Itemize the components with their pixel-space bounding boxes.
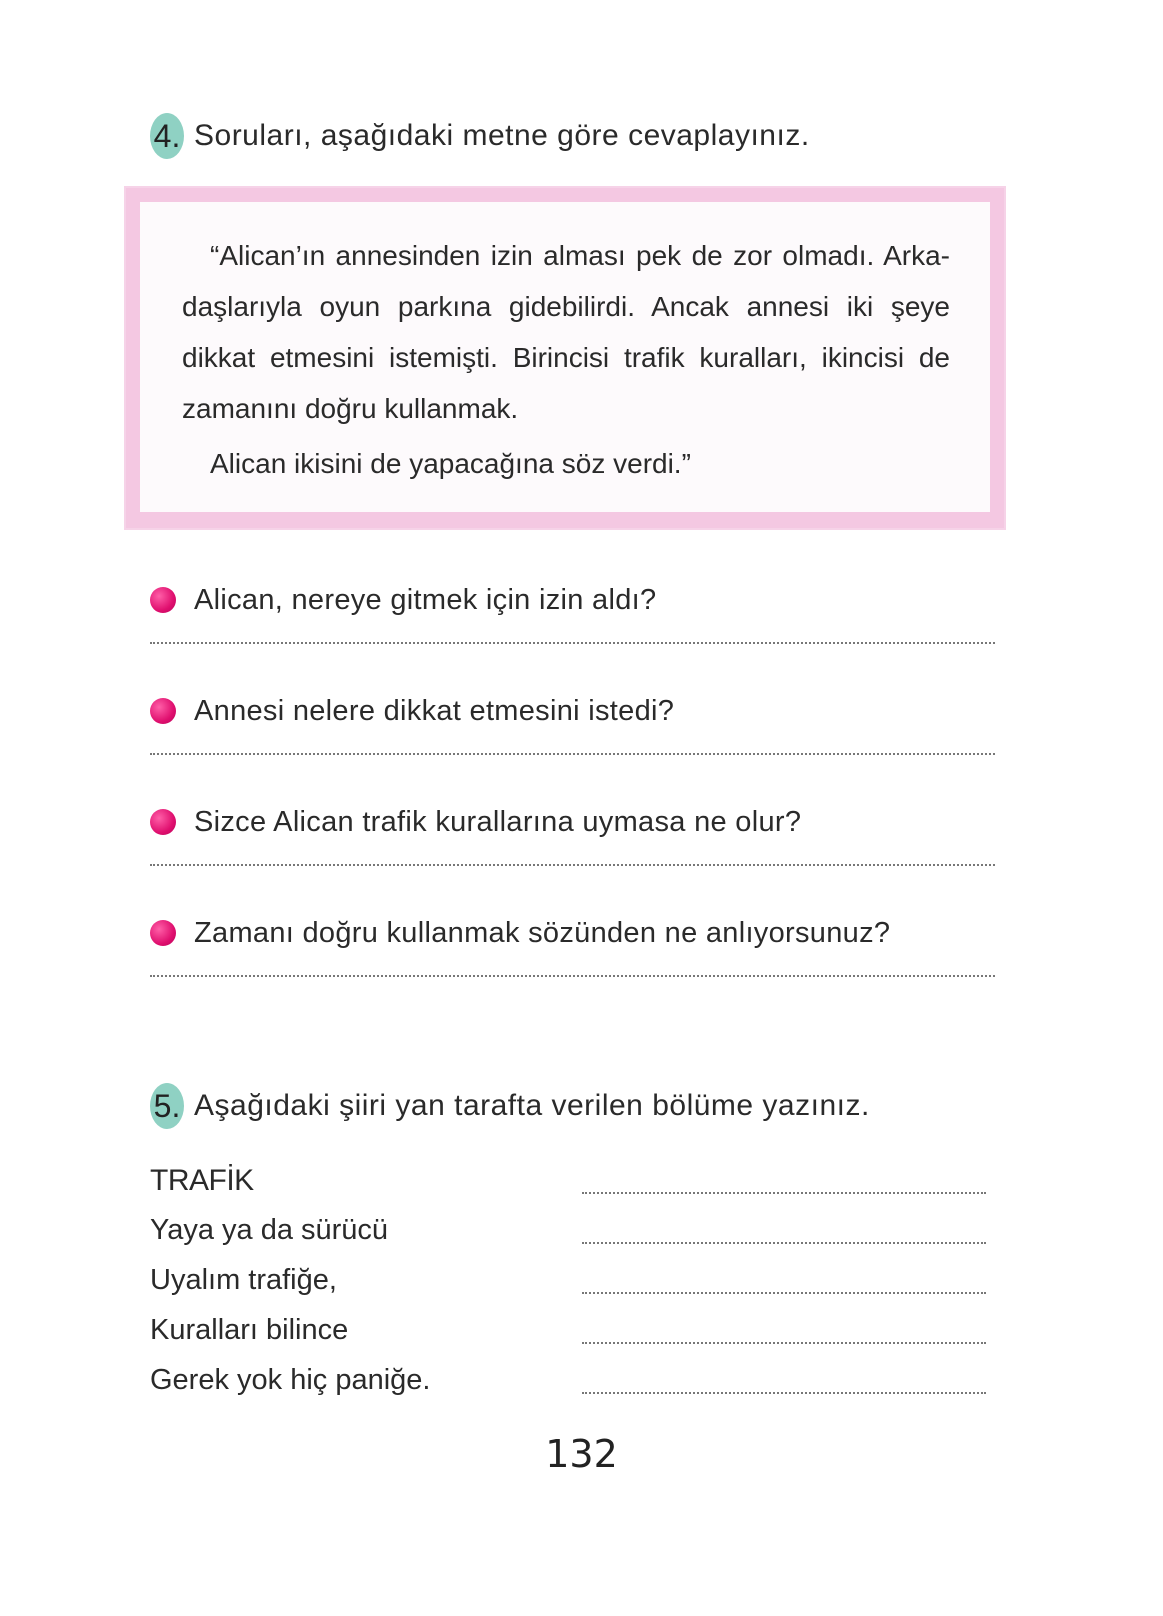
poem-line-4-write-line[interactable]	[582, 1392, 986, 1394]
bullet-icon	[150, 587, 176, 613]
question-4	[150, 913, 995, 977]
passage-paragraph-2: Alican ikisini de yapacağına söz verdi.”	[210, 448, 691, 479]
task-4-heading	[150, 113, 810, 159]
poem-line-4: Gerek yok hiç paniğe.	[150, 1364, 431, 1396]
poem-line-3-row	[150, 1310, 990, 1360]
question-1-text: Alican, nereye gitmek için izin aldı?	[194, 583, 657, 616]
poem-line-1-write-line[interactable]	[582, 1242, 986, 1244]
question-3-answer-line[interactable]	[150, 864, 995, 866]
poem-line-2: Uyalım trafiğe,	[150, 1264, 337, 1296]
task-5-instruction: Aşağıdaki şiiri yan tarafta verilen bölüme yazınız.	[194, 1089, 870, 1122]
question-3-text: Sizce Alican trafik kurallarına uymasa ne olur?	[194, 805, 802, 838]
poem-title-row	[150, 1160, 990, 1210]
poem-title: TRAFİK	[150, 1164, 254, 1197]
bullet-icon	[150, 920, 176, 946]
question-1	[150, 580, 995, 644]
poem-line-3-write-line[interactable]	[582, 1342, 986, 1344]
bullet-icon	[150, 809, 176, 835]
question-2	[150, 691, 995, 755]
question-4-answer-line[interactable]	[150, 975, 995, 977]
poem-line-2-write-line[interactable]	[582, 1292, 986, 1294]
bullet-icon	[150, 698, 176, 724]
reading-passage-box	[126, 188, 1004, 528]
reading-passage-content	[140, 202, 990, 512]
poem-line-4-row	[150, 1360, 990, 1410]
page-number: 132	[545, 1432, 618, 1476]
question-2-answer-line[interactable]	[150, 753, 995, 755]
poem-section	[150, 1160, 990, 1410]
task-4-instruction: Soruları, aşağıdaki metne göre cevaplayınız.	[194, 119, 810, 152]
poem-line-1-row	[150, 1210, 990, 1260]
question-4-text: Zamanı doğru kullanmak sözünden ne anlıyorsunuz?	[194, 916, 891, 949]
task-5-heading	[150, 1083, 870, 1129]
question-3	[150, 802, 995, 866]
question-2-text: Annesi nelere dikkat etmesini istedi?	[194, 694, 675, 727]
poem-title-write-line[interactable]	[582, 1192, 986, 1194]
task-5-number-badge: 5.	[150, 1083, 184, 1129]
poem-line-1: Yaya ya da sürücü	[150, 1214, 389, 1246]
task-4-number-badge: 4.	[150, 113, 184, 159]
poem-line-2-row	[150, 1260, 990, 1310]
question-1-answer-line[interactable]	[150, 642, 995, 644]
passage-paragraph-1: “Alican’ın annesinden izin alması pek de zor olmadı. Arka-daşlarıyla oyun parkına gidebilirdi. Ancak annesi iki şeye dikkat etmesini istemişti. Birincisi trafik kuralları, ikincisi de zamanını doğru kullanmak.	[182, 240, 950, 424]
poem-line-3: Kuralları bilince	[150, 1314, 349, 1346]
